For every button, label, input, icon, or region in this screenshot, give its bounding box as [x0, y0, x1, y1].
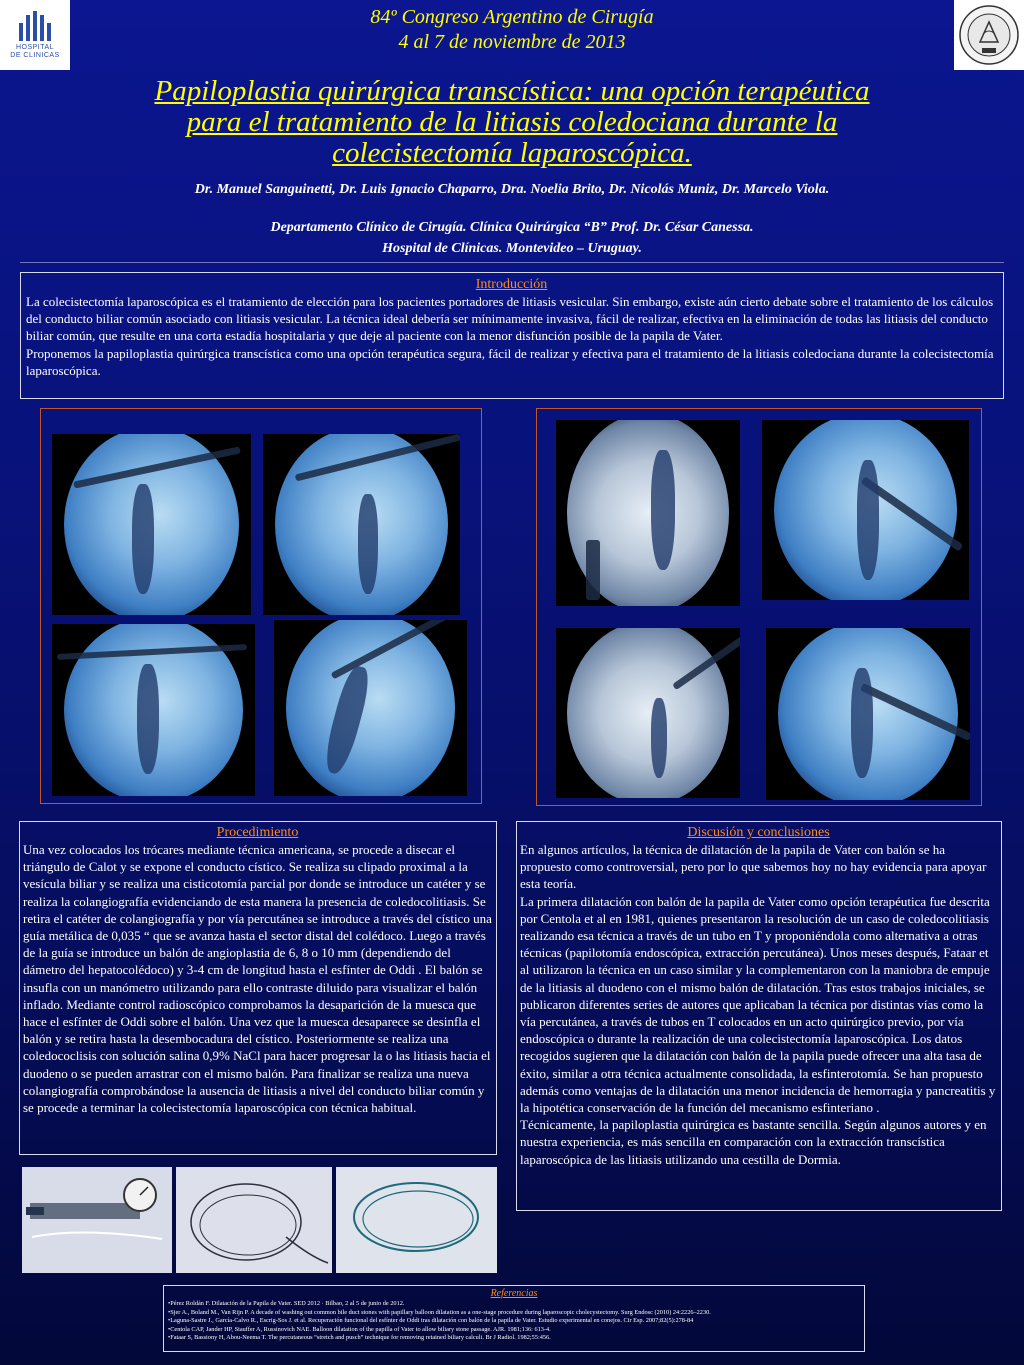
poster-title-line: colecistectomía laparoscópica. [332, 137, 692, 169]
fluoroscopy-image [52, 624, 255, 796]
fluoroscopy-image [263, 434, 460, 615]
department: Departamento Clínico de Cirugía. Clínica Quirúrgica “B” Prof. Dr. César Canessa. [270, 220, 754, 235]
fluoroscopy-image [556, 628, 740, 798]
congress-dates: 4 al 7 de noviembre de 2013 [398, 31, 626, 53]
discussion-paragraph: La primera dilatación con balón de la papila de Vater como opción terapéutica fue descrita por Centola et al en 1981, quienes presentaron la resolución de un caso de coledocolitiasis realizando esa técnica a través de un tubo en T y proponiéndola como alternativa a otras técnicas (papilotomía endoscópica, extracción percutánea). Unos meses después, Fataar et al utilizaron la técnica en un caso similar y la complementaron con la maniobra de empuje de la litiasis al duodeno con el mismo balón de dilatación. Tras estos trabajos iniciales, se publicaron diferentes series de autores que aplicaban la técnica por distintas vías como la vía percutánea, a través de tubos en T colocados en un acto quirúrgico previo, por vía endoscópica o durante la realización de una colecistectomía laparoscópica. Los datos recogidos sugieren que la dilatación con balón de la papila puede ofrecer una alta tasa de éxito, similar a otra técnica actualmente consolidada, la esfinterotomía. Se han propuesto además como ventajas de la dilatación una menor incidencia de hemorragia y pancreatitis y la hipotética conservación de la función del mecanismo esfinteriano . [520, 893, 996, 1116]
balloon-catheter-photo [176, 1167, 332, 1273]
discussion-paragraph: En algunos artículos, la técnica de dilatación de la papila de Vater con balón se ha propuesto como controversial, pero por lo que sabemos hoy no hay evidencia para apoyar esta teoría. [520, 842, 987, 892]
fluoroscopy-image [766, 628, 970, 800]
reference-item: •Laguna-Sastre J., García-Calvo R., Escrig-Sos J. et al. Recuperación funcional del esfínter de Oddi tras dilatación con balón de la papila de Vater. Estudio experimental en conejos. Cir Esp. 2007;82(5):278-84 [168, 1317, 694, 1324]
fluoroscopy-panel-left [40, 408, 482, 804]
reference-item: •Pérez Roldán F. Dilatación de la Papila de Vater. SED 2012 · Bilbao, 2 al 5 de junio de 2012. [168, 1300, 405, 1307]
hospital-logo-text: HOSPITAL DE CLINICAS [10, 43, 60, 59]
introduction-section [20, 272, 1004, 399]
reference-item: •Fataar S, Bassiony H, Abou-Neema T. The percutaneous “stretch and pusch” technique for removing retained biliary calculi. Br J Radiol. 1982;55:456. [168, 1334, 551, 1341]
poster-title [30, 76, 994, 169]
references-section [163, 1285, 865, 1352]
poster-title-line: para el tratamiento de la litiasis coledociana durante la [186, 106, 838, 138]
discussion-paragraph: Técnicamente, la papiloplastia quirúrgica es bastante sencilla. Según algunos autores y en nuestra experiencia, es más sencilla en comparación con la extracción transcística laparoscópica de las litiasis utilizando una cestilla de Dormia. [520, 1117, 987, 1167]
references-title: Referencias [490, 1288, 538, 1299]
discussion-title: Discusión y conclusiones [687, 825, 830, 840]
header-divider [20, 262, 1004, 263]
procedure-section [19, 821, 497, 1155]
introduction-paragraph: Proponemos la papiloplastia quirúrgica transcística como una opción terapéutica segura, fácil de realizar y efectiva para el tratamiento de la litiasis coledociana durante la colecistectomía laparoscópica. [26, 345, 994, 378]
reference-item: •Sjer A., Boland M., Van Rijn P. A decade of washing out common bile duct stones with papillary balloon dilatation as a one-stage procedure during laparoscopic cholecystectomy. Surg Endosc (2010) 24:2226–2230. [168, 1308, 711, 1316]
congress-name: 84º Congreso Argentino de Cirugía [370, 6, 654, 28]
fluoroscopy-image [762, 420, 969, 600]
fluoroscopy-image [52, 434, 251, 615]
reference-item: •Centola CAP, Jander HP, Stauffer A, Russinovich NAE. Balloon dilatation of the papilla of Vater to allow biliary stone passage. AJR. 1981;136: 613-4. [168, 1325, 551, 1333]
hospital-location: Hospital de Clínicas. Montevideo – Uruguay. [382, 241, 642, 256]
guidewire-photo [336, 1167, 497, 1273]
procedure-paragraph: Una vez colocados los trócares mediante técnica americana, se procede a disecar el triángulo de Calot y se expone el conducto cístico. Se realiza su clipado proximal a la vesícula biliar y se realiza una cisticotomía parcial por donde se introduce un catéter y se realiza la colangiografía evidenciando de esta manera la presencia de coledocolitiasis. Se retira el catéter de colangiografía y por vía percutánea se introduce a través del cístico una guía metálica de 0,035 “ que se avanza hasta el sector distal del colédoco. Luego a través de la guía se introduce un balón de angioplastia de 6, 8 o 10 mm (dependiendo del dámetro del hepatocolédoco) y 3-4 cm de longitud hasta el esfínter de Oddi . El balón se insufla con un manómetro utilizando para ello contraste diluido para visualizar el balón inflado. Mediante control radioscópico comprobamos la desaparición de la muesca que hace el esfínter de Oddi sobre el balón. Una vez que la muesca desaparece se desinfla el balón y se retira hasta la desembocadura del cístico. Posteriormente se realiza una coledococlisis con solución salina 0,9% NaCl para hacer progresar la o las litiasis hacia el duodeno o se pueden arrastrar con el mismo balón. Para finalizar se realiza una nueva colangiografía comprobándose la ausencia de litiasis a nivel del conducto biliar común y se procede a terminar la colecistectomía laparoscópica con técnica habitual. [23, 842, 492, 1116]
introduction-title: Introducción [475, 277, 548, 292]
fluoroscopy-panel-right [536, 408, 982, 806]
procedure-title: Procedimiento [216, 825, 299, 840]
fluoroscopy-image [556, 420, 740, 606]
authors: Dr. Manuel Sanguinetti, Dr. Luis Ignacio Chaparro, Dra. Noelia Brito, Dr. Nicolás Muniz, Dr. Marcelo Viola. [194, 182, 830, 197]
poster-title-line: Papiloplastia quirúrgica transcística: una opción terapéutica [154, 75, 870, 107]
manometer-photo [22, 1167, 172, 1273]
introduction-paragraph: La colecistectomía laparoscópica es el tratamiento de elección para los pacientes portadores de litiasis vesicular. Sin embargo, existe aún cierto debate sobre el tratamiento de los cálculos del conducto biliar común asociado con litiasis vesicular. La técnica ideal debería ser mínimamente invasiva, fácil de realizar, efectiva en la eliminación de todas las litiasis del conducto biliar común, que resulte en una corta estadía hospitalaria y que deje al paciente con la menor disfunción posible de la papila de Vater. [26, 294, 994, 344]
fluoroscopy-image [274, 620, 467, 796]
discussion-section [516, 821, 1002, 1211]
